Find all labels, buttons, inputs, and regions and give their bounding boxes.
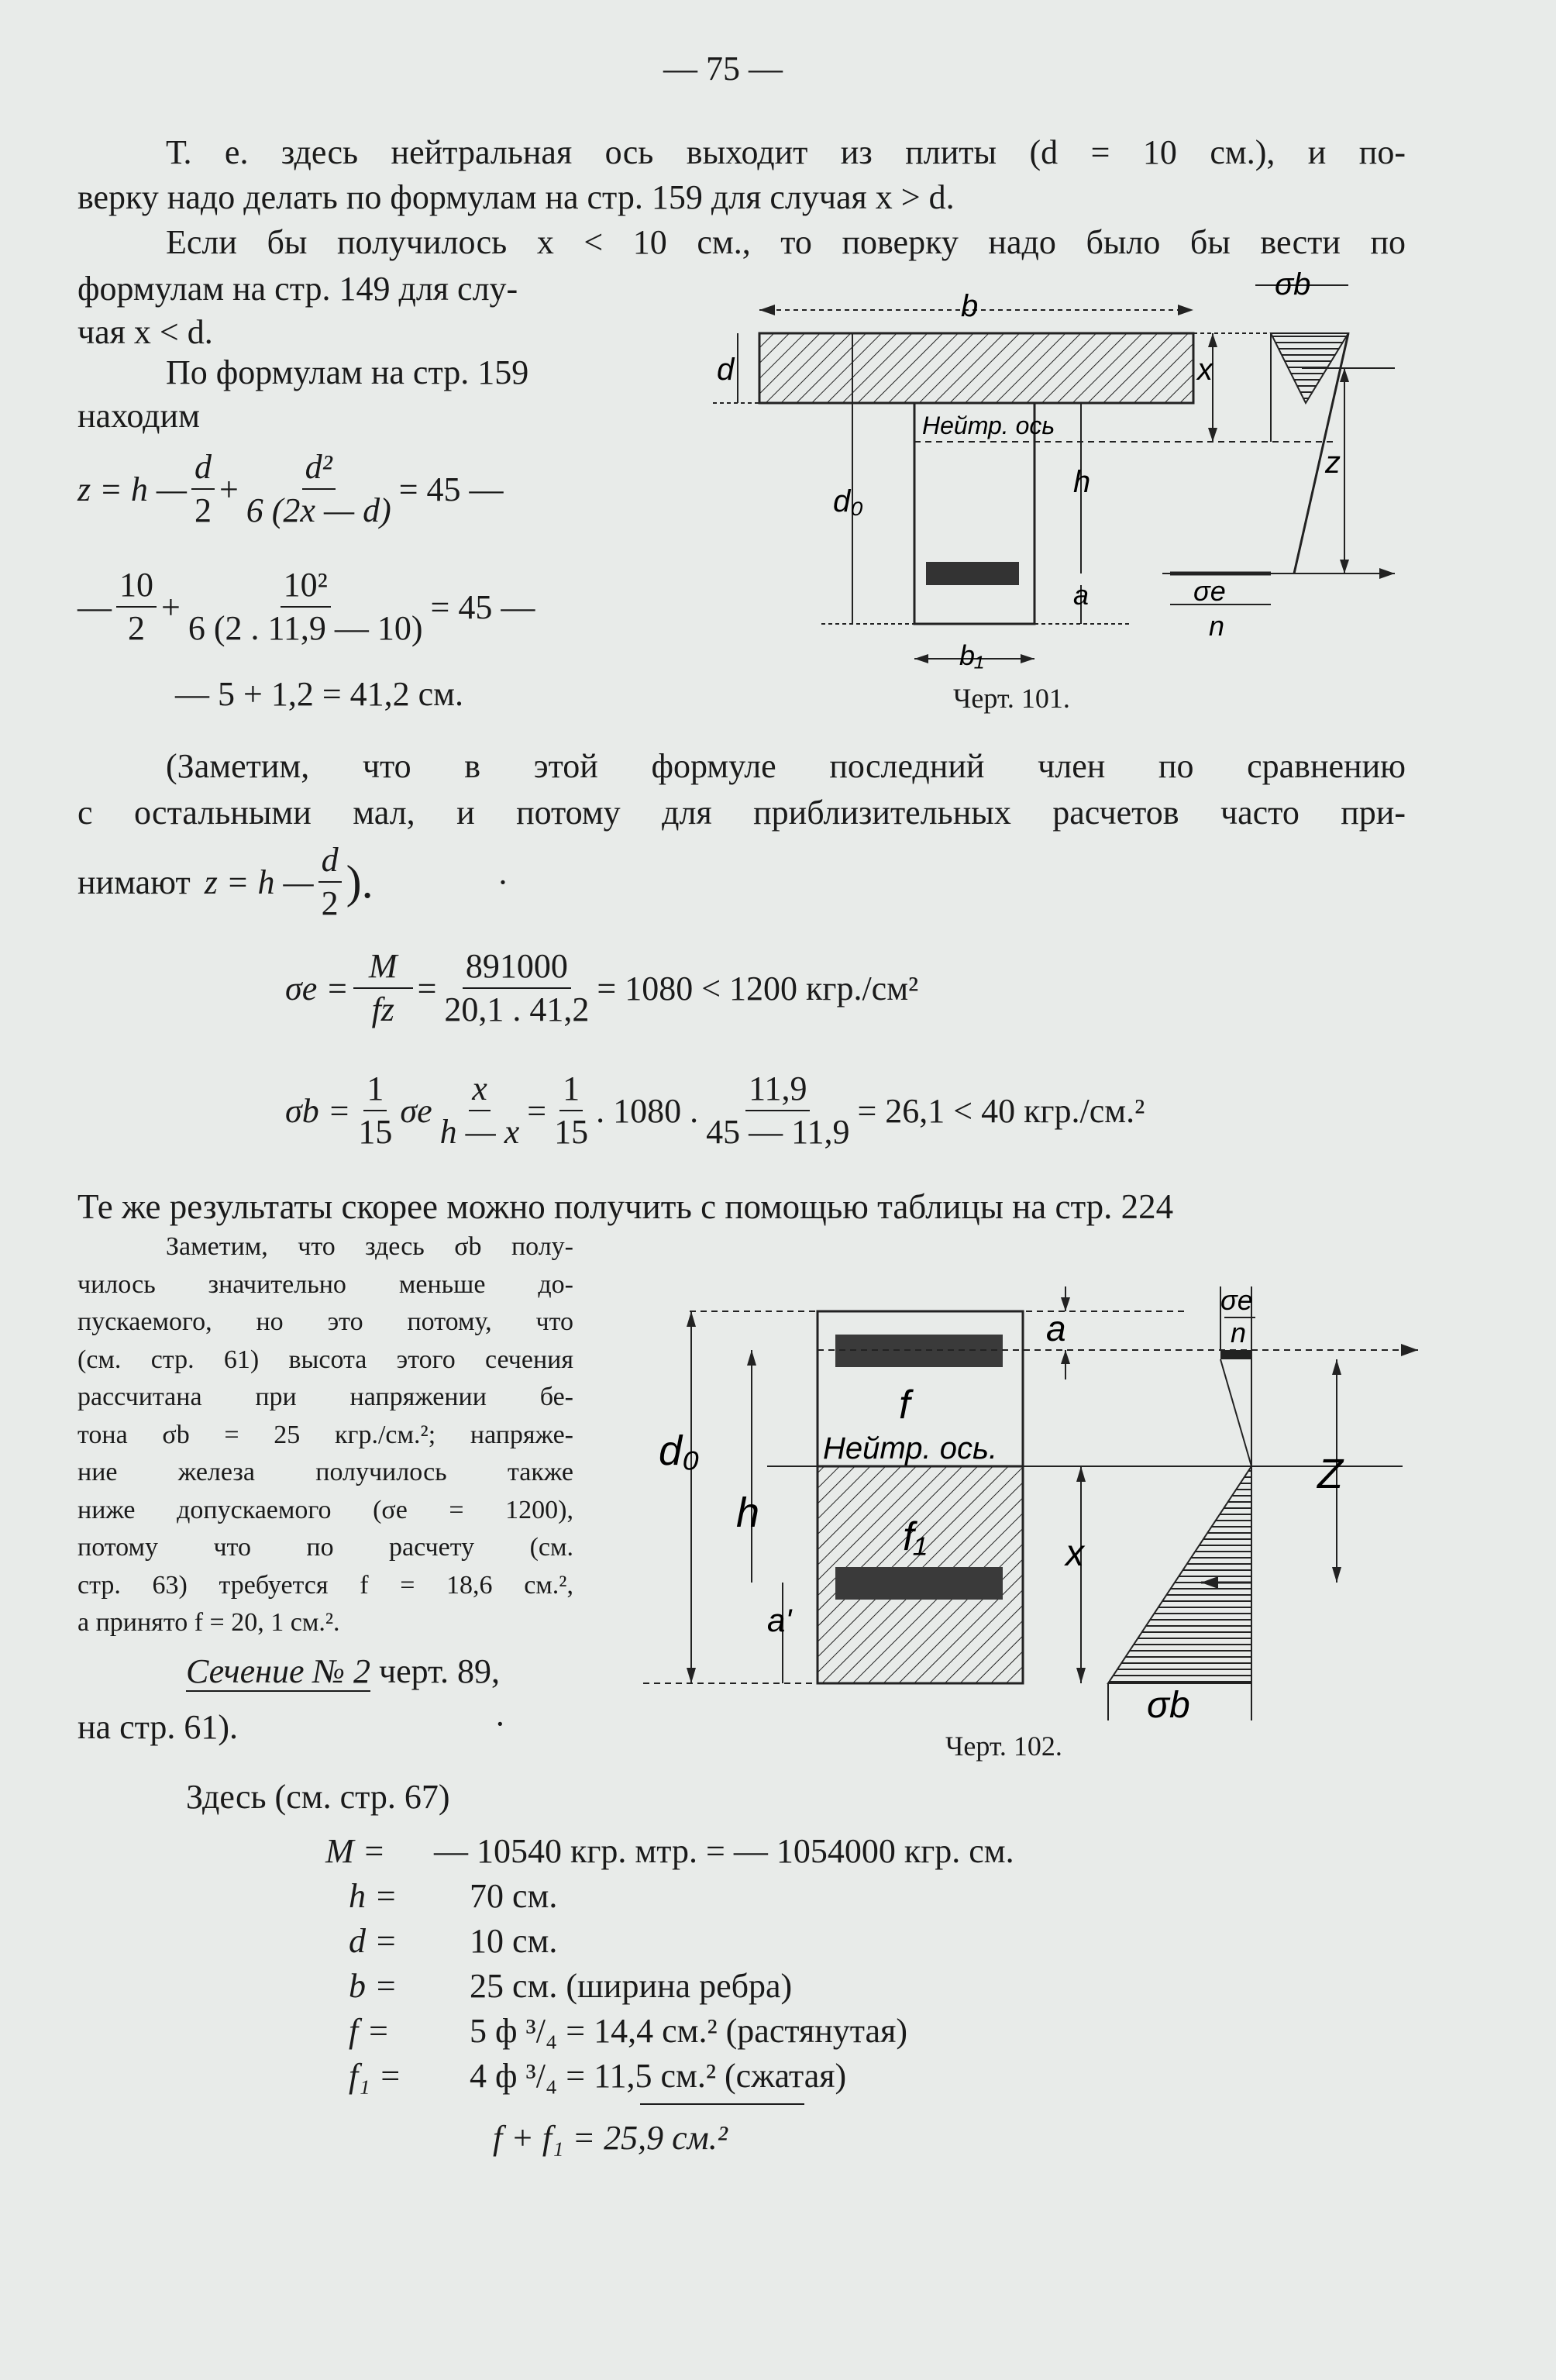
fraction-num: 1	[559, 1069, 583, 1111]
fig102-label-x: x	[1065, 1533, 1084, 1574]
formula-part: σb =	[285, 1091, 351, 1130]
fig102-label-f: f	[899, 1383, 911, 1428]
formula-part: =	[417, 969, 437, 1007]
sum-rule	[640, 2103, 804, 2105]
data-val: 5 ф ³/₄ = 14,4 см.² (растянутая)	[470, 2012, 907, 2050]
data-row	[325, 1829, 1014, 1874]
fig102-label-d0: d₀	[659, 1428, 700, 1474]
page-number: — 75 —	[663, 50, 783, 88]
fraction-den: 15	[358, 1113, 393, 1151]
data-var: M =	[325, 1832, 386, 1870]
fig101-label-n: n	[1209, 610, 1225, 642]
fraction	[353, 947, 413, 1029]
formula-part: —	[77, 587, 112, 626]
fraction	[116, 566, 157, 648]
fraction	[318, 841, 342, 923]
fraction-num: 891000	[463, 947, 571, 989]
formula-part: z = h —	[204, 863, 314, 901]
data-val: 25 см. (ширина ребра)	[470, 1967, 793, 2005]
text-line: (Заметим, что в этой формуле последний член по сравнению	[166, 747, 1406, 785]
data-row	[349, 1919, 557, 1964]
fig101-caption: Черт. 101.	[953, 683, 1070, 714]
text-line: на стр. 61).	[77, 1708, 239, 1746]
text-line: По формулам на стр. 159	[166, 353, 529, 391]
text-line: Здесь (см. стр. 67)	[186, 1778, 450, 1816]
section-title: Сечение № 2	[186, 1652, 370, 1690]
fraction	[191, 448, 215, 530]
fraction	[243, 448, 394, 530]
data-row	[349, 1964, 792, 2009]
fig102-label-neutral: Нейтр. ось.	[823, 1431, 998, 1466]
fig102-label-a-prime: a'	[767, 1602, 792, 1638]
fraction-den: 15	[554, 1113, 589, 1151]
formula-part: =	[527, 1091, 547, 1130]
fraction	[185, 566, 426, 648]
fig101-label-d0: d₀	[833, 484, 864, 518]
data-var: h =	[349, 1877, 398, 1915]
fig102-label-sigma-b: σb	[1147, 1685, 1190, 1726]
formula-part: σe	[400, 1091, 432, 1130]
fraction	[703, 1069, 852, 1152]
data-var: b =	[349, 1967, 398, 2005]
text-line: находим	[77, 397, 200, 435]
footnote-block	[77, 1228, 573, 1642]
data-val: — 10540 кгр. мтр. = — 1054000 кгр. см.	[434, 1832, 1014, 1870]
formula-part: z = h —	[77, 470, 187, 508]
data-var: f₁ =	[349, 2057, 402, 2095]
fraction-den: 2	[321, 884, 339, 922]
note-line: (см. стр. 61) высота этого сечения	[77, 1345, 573, 1374]
formula-part: +	[161, 587, 181, 626]
data-val: 10 см.	[470, 1922, 558, 1960]
fraction-num: d²	[302, 448, 336, 490]
data-row	[349, 2054, 846, 2099]
text-line: верку надо делать по формулам на стр. 159 для случая x > d.	[77, 178, 955, 216]
note-line: чилось значительно меньше до-	[77, 1269, 573, 1299]
fraction-num: 10²	[281, 566, 331, 608]
fraction-den: h — x	[439, 1113, 520, 1151]
note-line: стр. 63) требуется f = 18,6 см.²,	[77, 1570, 573, 1600]
data-sum: f + f₁ = 25,9 см.²	[493, 2119, 728, 2157]
fraction-num: x	[469, 1069, 491, 1111]
fig102-label-z: Z	[1317, 1451, 1343, 1497]
fraction-num: 10	[116, 566, 157, 608]
fraction-num: d	[191, 448, 215, 490]
fig101-label-sigma-b: σb	[1275, 271, 1311, 301]
formula-approx	[77, 841, 508, 923]
fig102-caption: Черт. 102.	[945, 1731, 1062, 1762]
formula-sigma-e	[285, 947, 918, 1029]
text-line: Если бы получилось x < 10 см., то поверку надо было бы вести по	[166, 223, 1406, 261]
note-line: ниже допускаемого (σe = 1200),	[77, 1495, 573, 1524]
fraction-den: 6 (2 . 11,9 — 10)	[188, 609, 423, 647]
formula-part: +	[219, 470, 239, 508]
text-part: нимают	[77, 863, 191, 901]
note-line: Заметим, что здесь σb полу-	[166, 1232, 573, 1261]
fraction	[441, 947, 592, 1029]
fig102-label-f1: f₁	[903, 1514, 927, 1559]
formula-part: = 26,1 < 40 кгр./см.²	[857, 1091, 1145, 1130]
data-var: d =	[349, 1922, 398, 1960]
formula-z	[77, 448, 504, 530]
fig101-label-d: d	[717, 353, 735, 387]
fig101-label-h: h	[1073, 465, 1091, 499]
section-ref: черт. 89,	[378, 1652, 500, 1690]
fig101-label-x: x	[1197, 353, 1213, 387]
formula-part: . 1080 .	[596, 1091, 699, 1130]
stray-dot: ·	[494, 1705, 506, 1743]
note-line: ние железа получилось также	[77, 1458, 573, 1486]
figure-101	[697, 271, 1434, 736]
section-heading	[186, 1649, 500, 1694]
note-line: тона σb = 25 кгр./см.²; напряже-	[77, 1420, 573, 1449]
note-line: пускаемого, но это потому, что	[77, 1307, 573, 1336]
stray-dot: ·	[497, 863, 509, 901]
note-line: рассчитана при напряжении бе-	[77, 1383, 573, 1411]
text-line: чая x < d.	[77, 313, 213, 351]
formula-z2	[77, 566, 535, 648]
data-val: 70 см.	[470, 1877, 558, 1915]
fraction	[551, 1069, 591, 1152]
formula-part: = 45 —	[430, 587, 535, 626]
formula-sigma-b	[285, 1069, 1145, 1152]
fig101-label-sigma-e: σe	[1193, 575, 1226, 607]
note-line: а принято f = 20, 1 см.².	[77, 1608, 340, 1637]
fraction	[355, 1069, 395, 1152]
fraction-den: 6 (2x — d)	[246, 491, 391, 529]
text-line: Т. е. здесь нейтральная ось выходит из плиты (d = 10 см.), и по-	[166, 133, 1406, 171]
fig101-label-b: b	[961, 289, 979, 323]
data-row	[349, 1874, 557, 1919]
fraction-num: d	[318, 841, 342, 883]
data-val: 4 ф ³/₄ = 11,5 см.² (сжатая)	[470, 2057, 847, 2095]
text-line: Те же результаты скорее можно получить с помощью таблицы на стр. 224	[77, 1187, 1174, 1226]
fig101-label-b1: b₁	[959, 639, 984, 671]
fig102-label-sigma-e: σe	[1220, 1284, 1253, 1316]
data-row	[349, 2009, 907, 2054]
fraction-den: 45 — 11,9	[706, 1113, 850, 1151]
fraction-num: 1	[363, 1069, 387, 1111]
fraction-den: 2	[194, 491, 212, 529]
formula-part: ).	[346, 856, 374, 908]
fraction	[437, 1069, 523, 1152]
fig102-label-a: a	[1046, 1308, 1066, 1348]
fraction-num: 11,9	[745, 1069, 810, 1111]
figure-102	[643, 1263, 1426, 1728]
formula-part: = 45 —	[398, 470, 504, 508]
fraction-num: M	[353, 947, 413, 989]
text-line: с остальными мал, и потому для приблизительных расчетов часто при-	[77, 794, 1406, 832]
fraction-den: 2	[128, 609, 145, 647]
fig102-label-n: n	[1231, 1317, 1247, 1348]
fraction-den: fz	[371, 990, 394, 1028]
fraction-den: 20,1 . 41,2	[444, 990, 590, 1028]
fig101-label-neutral: Нейтр. ось	[922, 412, 1055, 439]
fig101-label-a: a	[1073, 579, 1090, 611]
data-var: f =	[349, 2012, 390, 2050]
formula-z3: — 5 + 1,2 = 41,2 см.	[175, 675, 464, 713]
formula-part: σe =	[285, 969, 349, 1007]
fig102-label-h: h	[736, 1490, 760, 1536]
text-line: формулам на стр. 149 для слу-	[77, 270, 518, 308]
formula-part: = 1080 < 1200 кгр./см²	[597, 969, 919, 1007]
fig101-label-z: z	[1325, 446, 1341, 480]
note-line: потому что по расчету (см.	[77, 1533, 573, 1562]
